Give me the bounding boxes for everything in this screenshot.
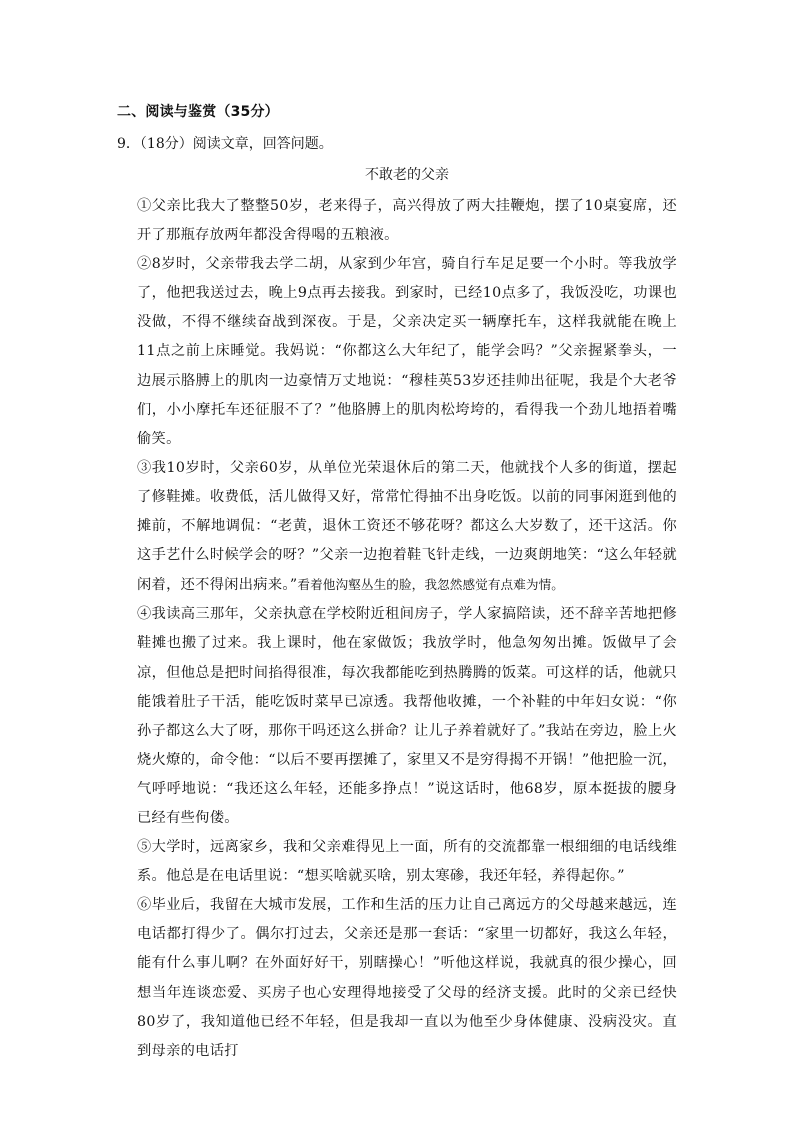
paragraph-3 (137, 454, 677, 600)
paragraph-5 (137, 833, 677, 891)
paragraph-tail-text: 看着他沟壑丛生的脸，我忽然感觉有点难为情。 (297, 577, 564, 593)
paragraph-text: ④我读高三那年，父亲执意在学校附近租间房子，学人家搞陪读，还不辞辛苦地把修鞋摊也搬了过来。我上课时，他在家做饭；我放学时，他急匆匆出摊。饭做早了会凉，但他总是把时间掐得很准，每次我都能吃到热腾腾的饭菜。可这样的话，他就只能饿着肚子干活，能吃饭时菜早已凉透。我帮他收摊，一个补鞋的中年妇女说：“你孙子都这么大了呀，那你干吗还这么拼命？让儿子养着就好了。”我站在旁边，脸上火烧火燎的，命令他：“以后不要再摆摊了，家里又不是穷得揭不开锅！”他把脸一沉，气呼呼地说：“我还这么年轻，还能多挣点！”说这话时，他68岁，原本挺拔的腰身已经有些佝偻。 (137, 606, 677, 826)
article-body (137, 192, 677, 1066)
question-prompt: 9．（18分）阅读文章，回答问题。 (117, 136, 333, 152)
paragraph-text: ⑥毕业后，我留在大城市发展，工作和生活的压力让自己离远方的父母越来越远，连电话都打得少了。偶尔打过去，父亲还是那一套话：“家里一切都好，我这么年轻，能有什么事儿啊？在外面好好干，别瞎操心！”听他这样说，我就真的很少操心，回想当年连谈恋爱、买房子也心安理得地接受了父母的经济支援。此时的父亲已经快80岁了，我知道他已经不年轻，但是我却一直以为他至少身体健康、没病没灾。直到母亲的电话打 (137, 897, 677, 1059)
paragraph-text: ⑤大学时，远离家乡，我和父亲难得见上一面，所有的交流都靠一根细细的电话线维系。他总是在电话里说：“想买啥就买啥，别太寒碜，我还年轻，养得起你。” (137, 839, 677, 885)
paragraph-text: ②8岁时，父亲带我去学二胡，从家到少年宫，骑自行车足足要一个小时。等我放学了，他把我送过去，晚上9点再去接我。到家时，已经10点多了，我饭没吃，功课也没做，不得不继续奋战到深夜。于是，父亲决定买一辆摩托车，这样我就能在晚上11点之前上床睡觉。我妈说：“你都这么大年纪了，能学会吗？”父亲握紧拳头，一边展示胳膊上的肌肉一边豪情万丈地说：“穆桂英53岁还挂帅出征呢，我是个大老爷们，小小摩托车还征服不了？”他胳膊上的肌肉松垮垮的，看得我一个劲儿地捂着嘴偷笑。 (137, 256, 677, 447)
paragraph-1 (137, 192, 677, 250)
paragraph-text: ①父亲比我大了整整50岁，老来得子，高兴得放了两大挂鞭炮，摆了10桌宴席，还开了那瓶存放两年都没舍得喝的五粮液。 (137, 198, 677, 244)
paragraph-6 (137, 891, 677, 1066)
paragraph-4 (137, 600, 677, 833)
section-heading: 二、阅读与鉴赏（35分） (117, 104, 279, 120)
paragraph-2 (137, 250, 677, 454)
article-title: 不敢老的父亲 (365, 167, 449, 183)
paragraph-text: ③我10岁时，父亲60岁，从单位光荣退休后的第二天，他就找个人多的街道，摆起了修鞋摊。收费低，活儿做得又好，常常忙得抽不出身吃饭。以前的同事闲逛到他的摊前，不解地调侃：“老黄，退休工资还不够花呀？都这么大岁数了，还干这活。你这手艺什么时候学会的呀？”父亲一边抱着鞋飞针走线，一边爽朗地笑：“这么年轻就闲着，还不得闲出病来。” (137, 459, 677, 594)
